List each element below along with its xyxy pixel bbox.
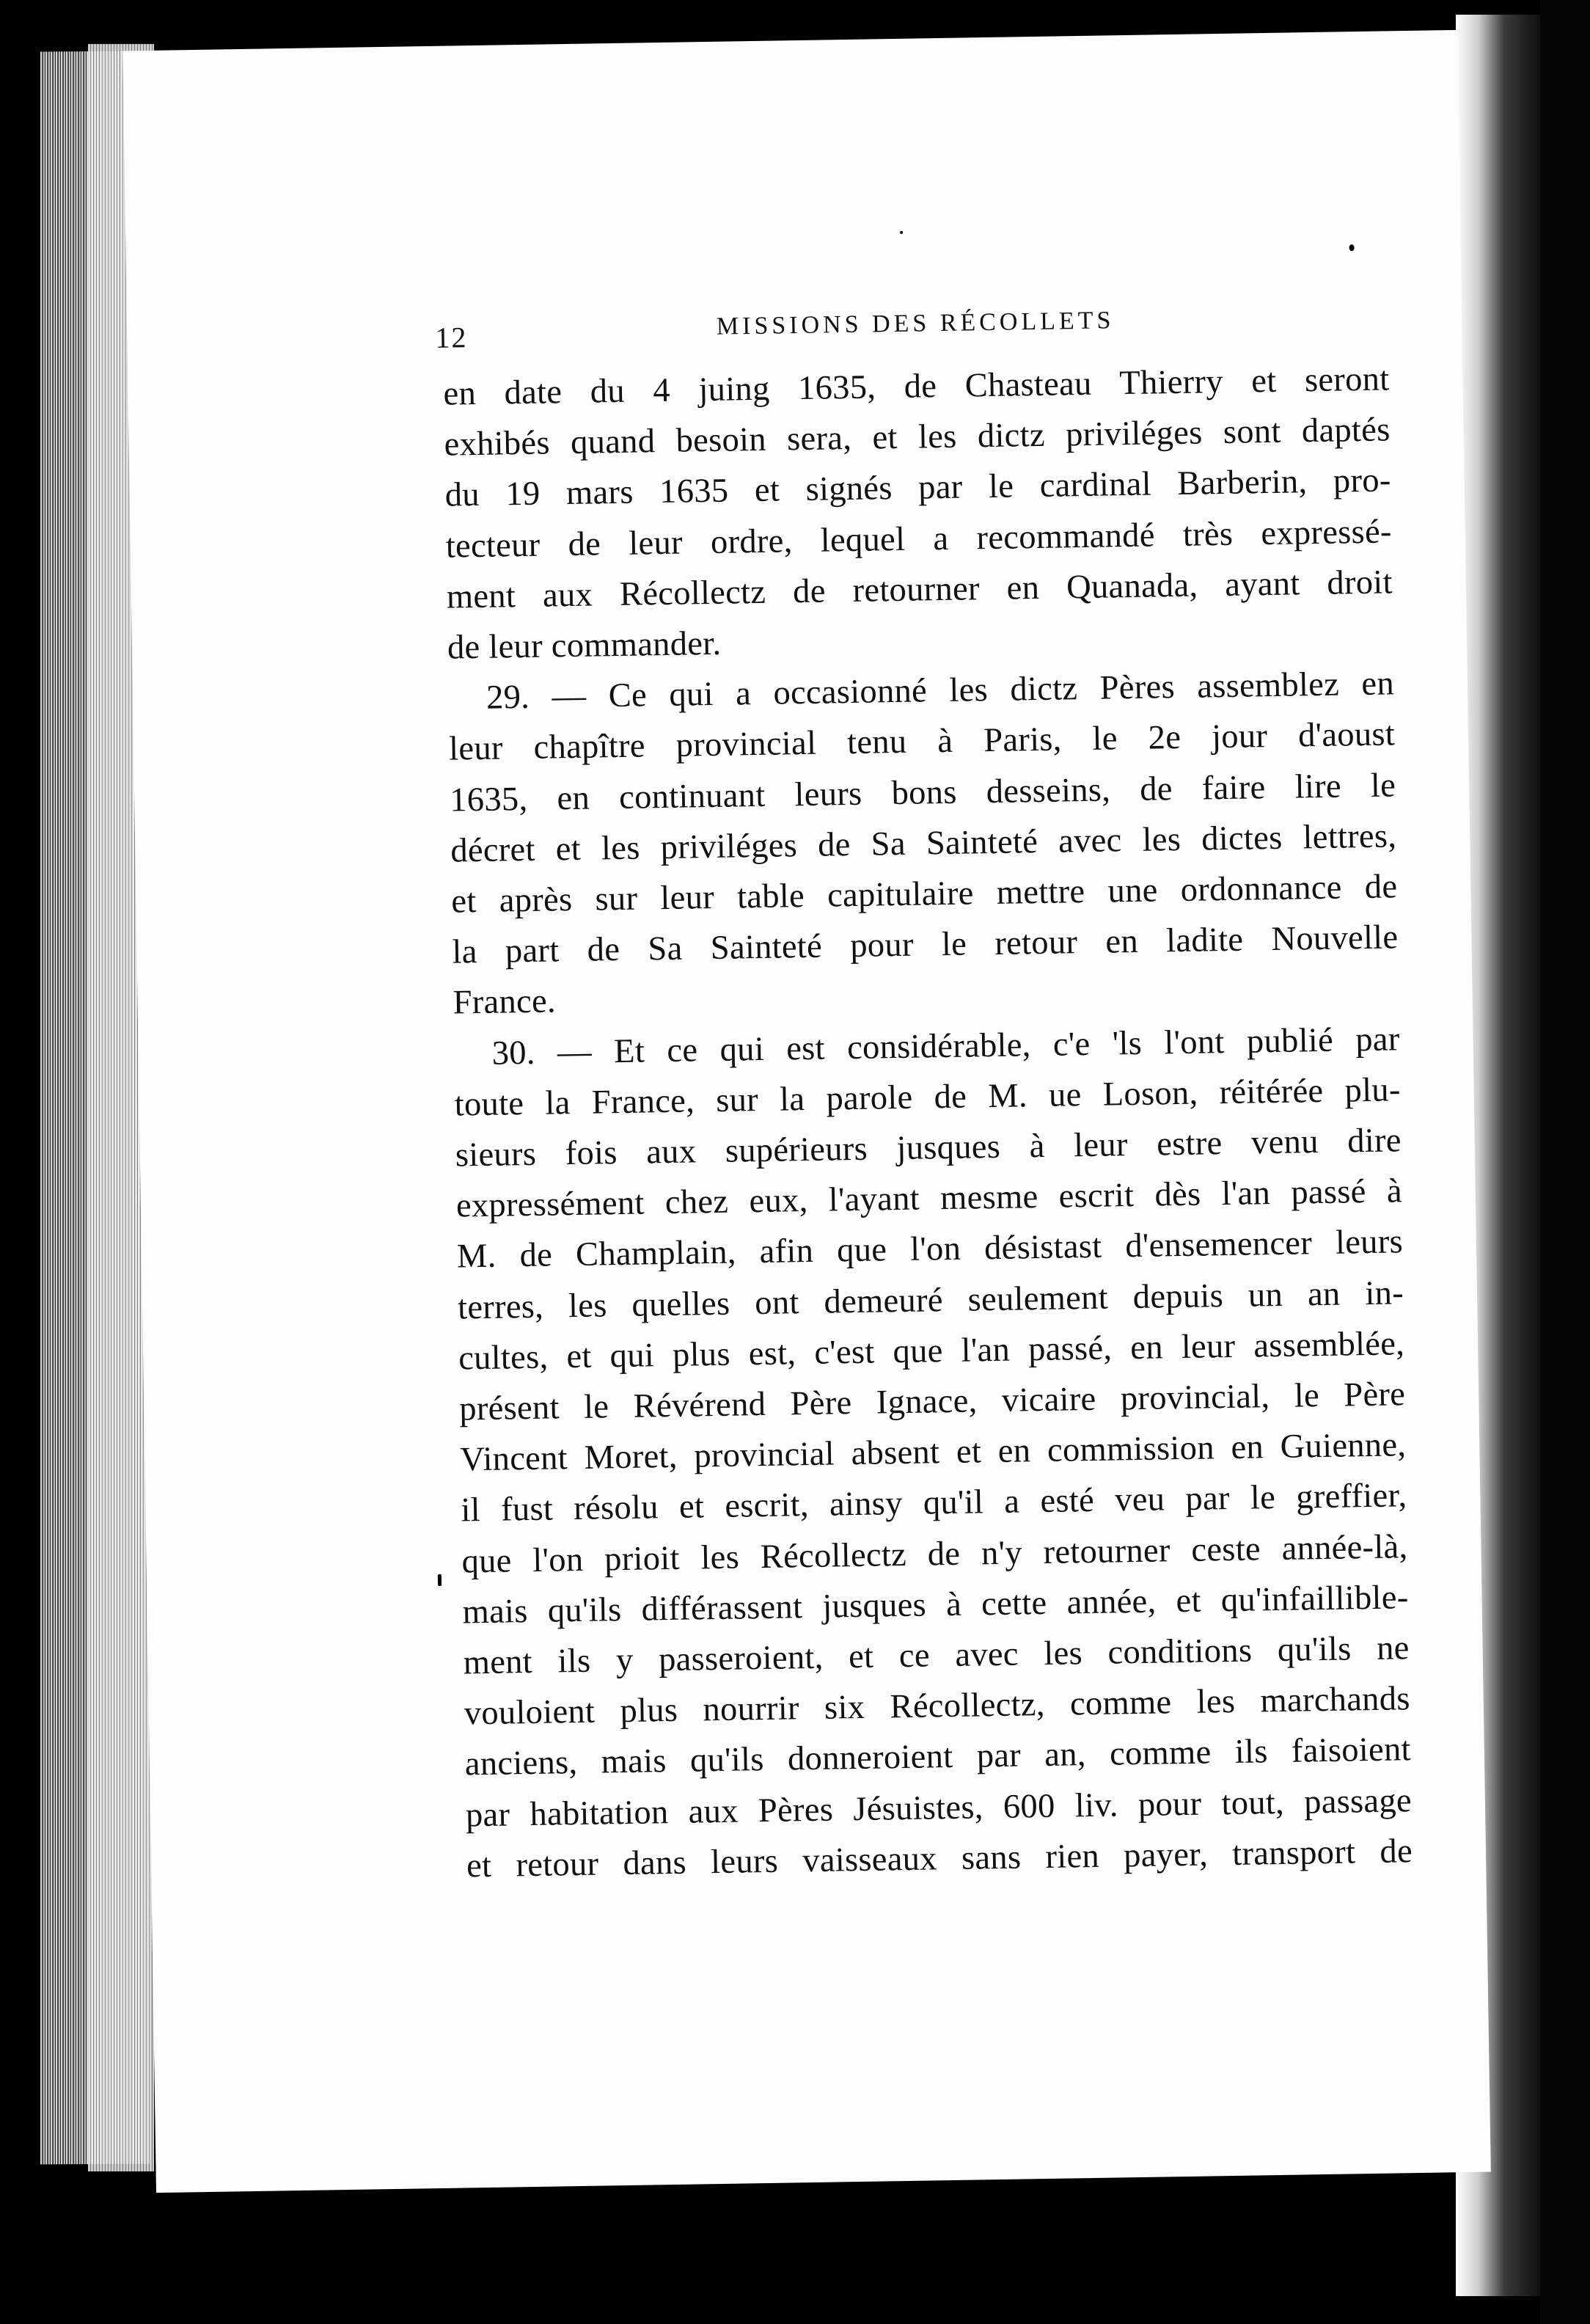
- text-line: du 19 mars 1635 et signés par le cardinal Barberin, pro-: [444, 461, 1391, 515]
- text-line: mais qu'ils différassent jusques à cette année, et qu'infaillible-: [462, 1579, 1409, 1631]
- text-line: ment aux Récollectz de retourner en Quanada, ayant droit: [446, 563, 1393, 616]
- text-line: terres, les quelles ont demeuré seulement depuis un an in-: [457, 1274, 1404, 1327]
- page-header: [435, 295, 1389, 354]
- text-line: la part de Sa Sainteté pour le retour en ladite Nouvelle: [452, 918, 1399, 971]
- page-number: 12: [435, 321, 468, 354]
- ink-speck: [1349, 244, 1355, 251]
- scan-edge-right: [1540, 0, 1590, 2324]
- text-line: et retour dans leurs vaisseaux sans rien payer, transport de: [466, 1832, 1413, 1885]
- text-line: cultes, et qui plus est, c'est que l'an passé, en leur assemblée,: [458, 1325, 1405, 1378]
- text-line: exhibés quand besoin sera, et les dictz priviléges sont daptés: [444, 411, 1391, 464]
- text-line: Vincent Moret, provincial absent et en commission en Guienne,: [460, 1426, 1407, 1479]
- text-line: que l'on prioit les Récollectz de n'y retourner ceste année-là,: [461, 1527, 1408, 1581]
- text-line: anciens, mais qu'ils donneroient par an, comme ils faisoient: [464, 1731, 1412, 1783]
- page-text-block: [435, 295, 1413, 1891]
- text-line: en date du 4 juing 1635, de Chasteau Thierry et seront: [443, 360, 1390, 413]
- text-line: toute la France, sur la parole de M. ue Loson, réitérée plu-: [454, 1071, 1402, 1124]
- text-line: décret et les priviléges de Sa Sainteté avec les dictes lettres,: [450, 817, 1397, 870]
- paragraph-29-start: 29. — Ce qui a occasionné les dictz Pères assemblez en: [486, 665, 1395, 717]
- text-line: ment ils y passeroient, et ce avec les conditions qu'ils ne: [463, 1629, 1410, 1682]
- text-line: France.: [453, 982, 557, 1022]
- text-line: présent le Révérend Père Ignace, vicaire provincial, le Père: [458, 1375, 1406, 1428]
- text-line: 1635, en continuant leurs bons desseins, de faire lire le: [449, 766, 1396, 819]
- text-line: de leur commander.: [447, 624, 722, 667]
- text-line: sieurs fois aux supérieurs jusques à leur estre venu dire: [455, 1122, 1402, 1174]
- ink-speck: [900, 231, 903, 234]
- text-line: et après sur leur table capitulaire mettre une ordonnance de: [451, 868, 1398, 921]
- text-line: leur chapître provincial tenu à Paris, le 2e jour d'aoust: [448, 715, 1396, 769]
- text-line: expressément chez eux, l'ayant mesme escrit dès l'an passé à: [455, 1172, 1403, 1225]
- text-line: il fust résolu et escrit, ainsy qu'il a esté veu par le greffier,: [461, 1477, 1407, 1530]
- running-title: MISSIONS DES RÉCOLLETS: [716, 307, 1115, 340]
- book-page: [122, 30, 1491, 2193]
- ink-speck: [438, 1574, 442, 1586]
- text-line: vouloient plus nourrir six Récollectz, comme les marchands: [464, 1680, 1411, 1733]
- text-line: par habitation aux Pères Jésuistes, 600 liv. pour tout, passage: [465, 1781, 1413, 1835]
- text-line: tecteur de leur ordre, lequel a recommandé très expressé-: [445, 512, 1393, 566]
- paragraph-30-start: 30. — Et ce qui est considérable, c'e 'ls l'ont publié par: [491, 1020, 1400, 1073]
- text-line: M. de Champlain, afin que l'on désistast d'ensemencer leurs: [456, 1223, 1404, 1276]
